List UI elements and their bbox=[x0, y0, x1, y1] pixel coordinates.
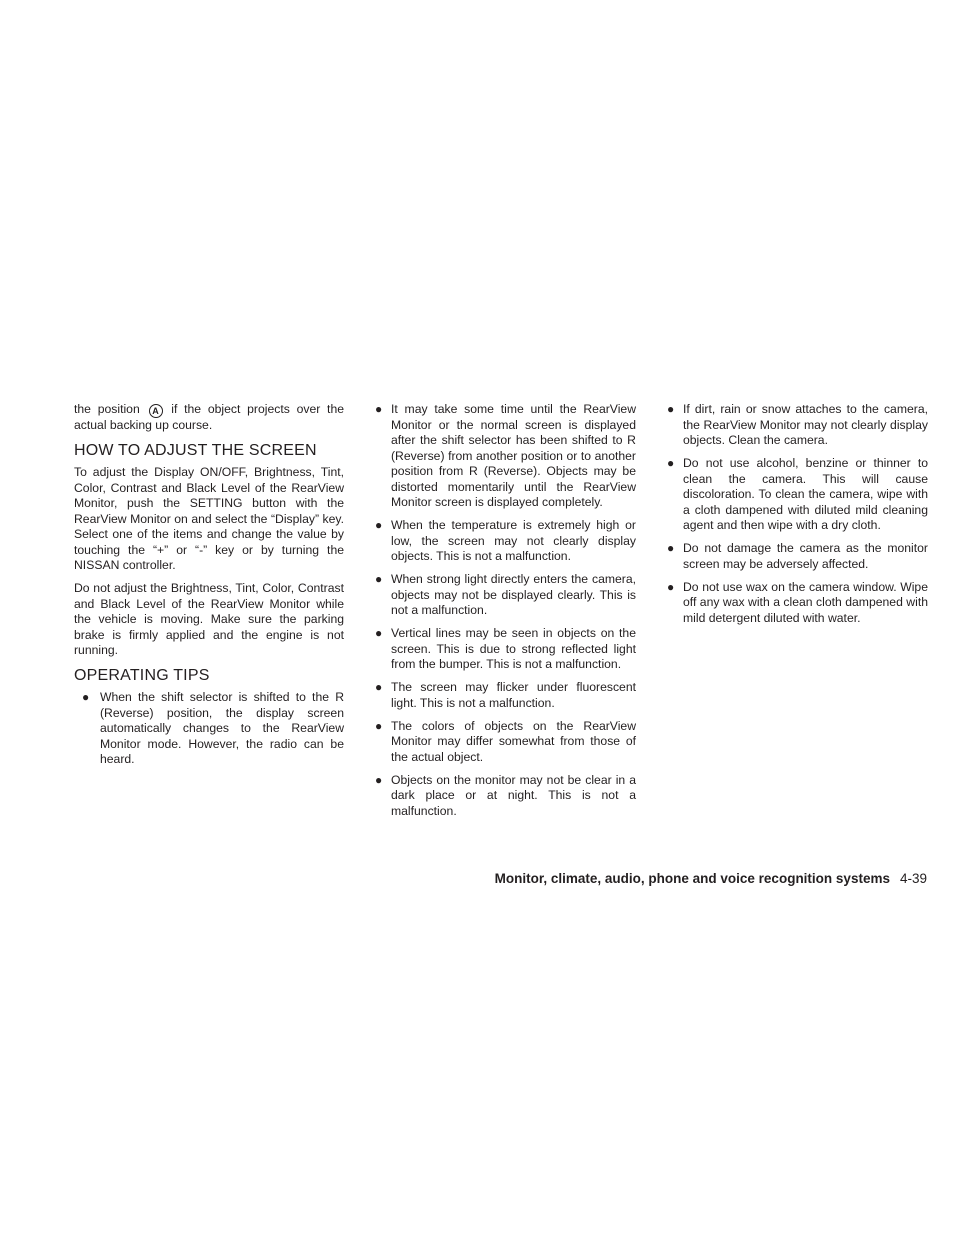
intro-text-after: if the object projects over the actual backing up course. bbox=[74, 402, 344, 432]
footer-section-title: Monitor, climate, audio, phone and voice recognition systems bbox=[494, 871, 890, 886]
list-item bbox=[374, 572, 636, 619]
bullet-icon: ● bbox=[375, 680, 383, 694]
bullet-icon: ● bbox=[667, 402, 675, 416]
position-a-marker: A bbox=[149, 404, 163, 418]
adjust-paragraph-2: Do not adjust the Brightness, Tint, Color, Contrast and Black Level of the RearView Monitor while the vehicle is moving. Make sure the parking brake is firmly applied and the engine is not running. bbox=[74, 581, 344, 657]
bullet-icon: ● bbox=[667, 541, 675, 555]
list-item bbox=[374, 402, 636, 511]
intro-text-before: the position bbox=[74, 402, 140, 416]
list-item-text: If dirt, rain or snow attaches to the camera, the RearView Monitor may not clearly display objects. Clean the camera. bbox=[683, 402, 928, 447]
list-item bbox=[74, 690, 344, 768]
column-right bbox=[666, 402, 928, 634]
heading-operating-tips: OPERATING TIPS bbox=[74, 667, 210, 684]
adjust-paragraph-1: To adjust the Display ON/OFF, Brightness, Tint, Color, Contrast and Black Level of the RearView Monitor, push the SETTING button with the RearView Monitor on and select the “Display” key. Select one of the items and change the value by touching the “+” or “-” key or by turning the NISSAN controller. bbox=[74, 465, 344, 572]
bullet-icon: ● bbox=[375, 718, 383, 733]
tips-list-col3 bbox=[666, 402, 928, 626]
bullet-icon: ● bbox=[667, 579, 675, 594]
bullet-icon: ● bbox=[375, 518, 383, 532]
column-left bbox=[74, 402, 344, 775]
list-item-text: Do not use wax on the camera window. Wipe off any wax with a clean cloth dampened with mild detergent diluted with water. bbox=[683, 579, 928, 625]
column-middle bbox=[374, 402, 636, 827]
list-item-text: It may take some time until the RearView Monitor or the normal screen is displayed after the shift selector has been shifted to R (Reverse) from another position or to another position from R (Reverse). Objects may be distorted momentarily until the RearView Monitor screen is displayed completely. bbox=[391, 402, 636, 509]
list-item bbox=[374, 626, 636, 673]
heading-adjust-screen: HOW TO ADJUST THE SCREEN bbox=[74, 442, 317, 459]
bullet-icon: ● bbox=[375, 572, 383, 586]
tips-list-col2 bbox=[374, 402, 636, 819]
list-item bbox=[374, 518, 636, 565]
list-item-text: When strong light directly enters the camera, objects may not be displayed clearly. This is not a malfunction. bbox=[391, 572, 636, 617]
bullet-icon: ● bbox=[375, 626, 383, 640]
list-item bbox=[666, 402, 928, 449]
list-item-text: Vertical lines may be seen in objects on the screen. This is due to strong reflected light from the bumper. This is not a malfunction. bbox=[391, 626, 636, 671]
bullet-icon: ● bbox=[667, 456, 675, 470]
list-item bbox=[374, 719, 636, 766]
page-number: 4-39 bbox=[899, 871, 927, 886]
list-item-text: When the temperature is extremely high or low, the screen may not clearly display objects. This is not a malfunction. bbox=[391, 518, 636, 563]
bullet-icon: ● bbox=[82, 690, 90, 704]
list-item bbox=[666, 456, 928, 534]
tips-list-col1 bbox=[74, 690, 344, 768]
intro-paragraph bbox=[74, 402, 344, 434]
bullet-icon: ● bbox=[375, 772, 383, 787]
list-item-text: Objects on the monitor may not be clear in a dark place or at night. This is not a malfunction. bbox=[391, 772, 636, 818]
list-item bbox=[374, 680, 636, 711]
list-item-text: The screen may flicker under fluorescent light. This is not a malfunction. bbox=[391, 680, 636, 710]
list-item bbox=[374, 773, 636, 820]
list-item bbox=[666, 580, 928, 627]
list-item-text: Do not damage the camera as the monitor screen may be adversely affected. bbox=[683, 541, 928, 571]
list-item-text: Do not use alcohol, benzine or thinner to clean the camera. This will cause discoloration. To clean the camera, wipe with a cloth dampened with diluted mild cleaning agent and then wipe with a dry cloth. bbox=[683, 456, 928, 532]
list-item-text: When the shift selector is shifted to the R (Reverse) position, the display screen automatically changes to the RearView Monitor mode. However, the radio can be heard. bbox=[100, 690, 344, 766]
list-item bbox=[666, 541, 928, 572]
page-footer bbox=[495, 871, 927, 886]
bullet-icon: ● bbox=[375, 402, 383, 416]
list-item-text: The colors of objects on the RearView Monitor may differ somewhat from those of the actual object. bbox=[391, 718, 636, 764]
